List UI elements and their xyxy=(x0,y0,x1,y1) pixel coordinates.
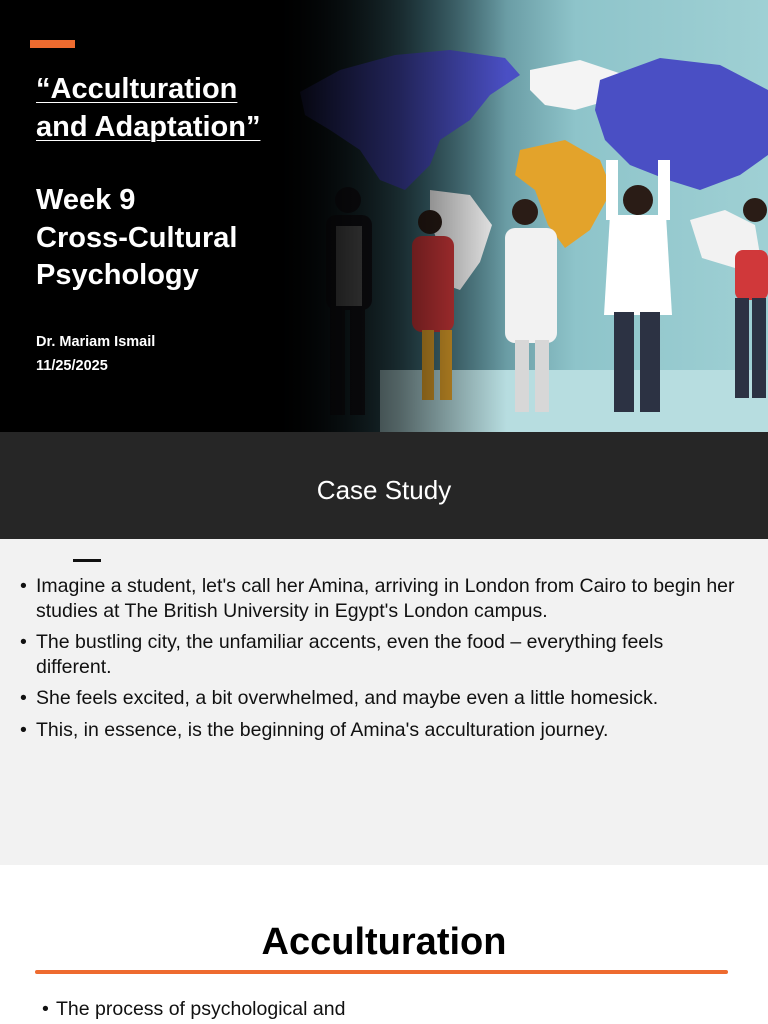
bullet-icon: • xyxy=(20,631,27,653)
title-line-2: and Adaptation” xyxy=(36,111,261,143)
list-item xyxy=(42,996,345,1022)
title-underline xyxy=(35,970,728,974)
bullet-icon: • xyxy=(20,575,27,597)
bullet-list xyxy=(42,996,345,1022)
slide-header xyxy=(0,432,768,539)
bullet-icon: • xyxy=(42,998,49,1020)
title-dash xyxy=(73,559,101,562)
list-item xyxy=(20,686,740,711)
subtitle-line-2: Cross-Cultural xyxy=(36,221,238,254)
acculturation-slide xyxy=(0,866,768,1024)
subtitle-line-1: Week 9 xyxy=(36,184,136,216)
slide-title: Acculturation xyxy=(261,921,507,963)
bullet-icon: • xyxy=(20,718,27,741)
title-slide xyxy=(0,0,768,432)
bullet-icon: • xyxy=(20,687,27,709)
bullet-text: The process of psychological and xyxy=(56,998,346,1020)
bullet-text: This, in essence, is the beginning of Amina's acculturation journey. xyxy=(36,718,609,741)
bullet-text: The bustling city, the unfamiliar accents, even the food – everything feels different. xyxy=(36,631,664,678)
author-block xyxy=(36,330,155,378)
subtitle-line-3: Psychology xyxy=(36,259,199,291)
list-item xyxy=(20,718,740,743)
title-line-1: “Acculturation xyxy=(36,73,238,105)
illustration-fragment xyxy=(478,1016,598,1024)
presentation-title xyxy=(36,70,260,146)
case-study-slide xyxy=(0,432,768,865)
author-name: Dr. Mariam Ismail xyxy=(36,334,156,350)
accent-bar xyxy=(30,40,75,48)
presentation-subtitle xyxy=(36,182,237,295)
bullet-list xyxy=(20,574,740,749)
presentation-date: 11/25/2025 xyxy=(36,358,108,374)
bullet-text: Imagine a student, let's call her Amina, arriving in London from Cairo to begin her studies at The British University in Egypt's London campus. xyxy=(36,575,735,622)
list-item xyxy=(20,574,740,623)
bullet-text: She feels excited, a bit overwhelmed, and maybe even a little homesick. xyxy=(36,687,659,709)
slide-title: Case Study xyxy=(316,475,452,505)
list-item xyxy=(20,630,740,679)
